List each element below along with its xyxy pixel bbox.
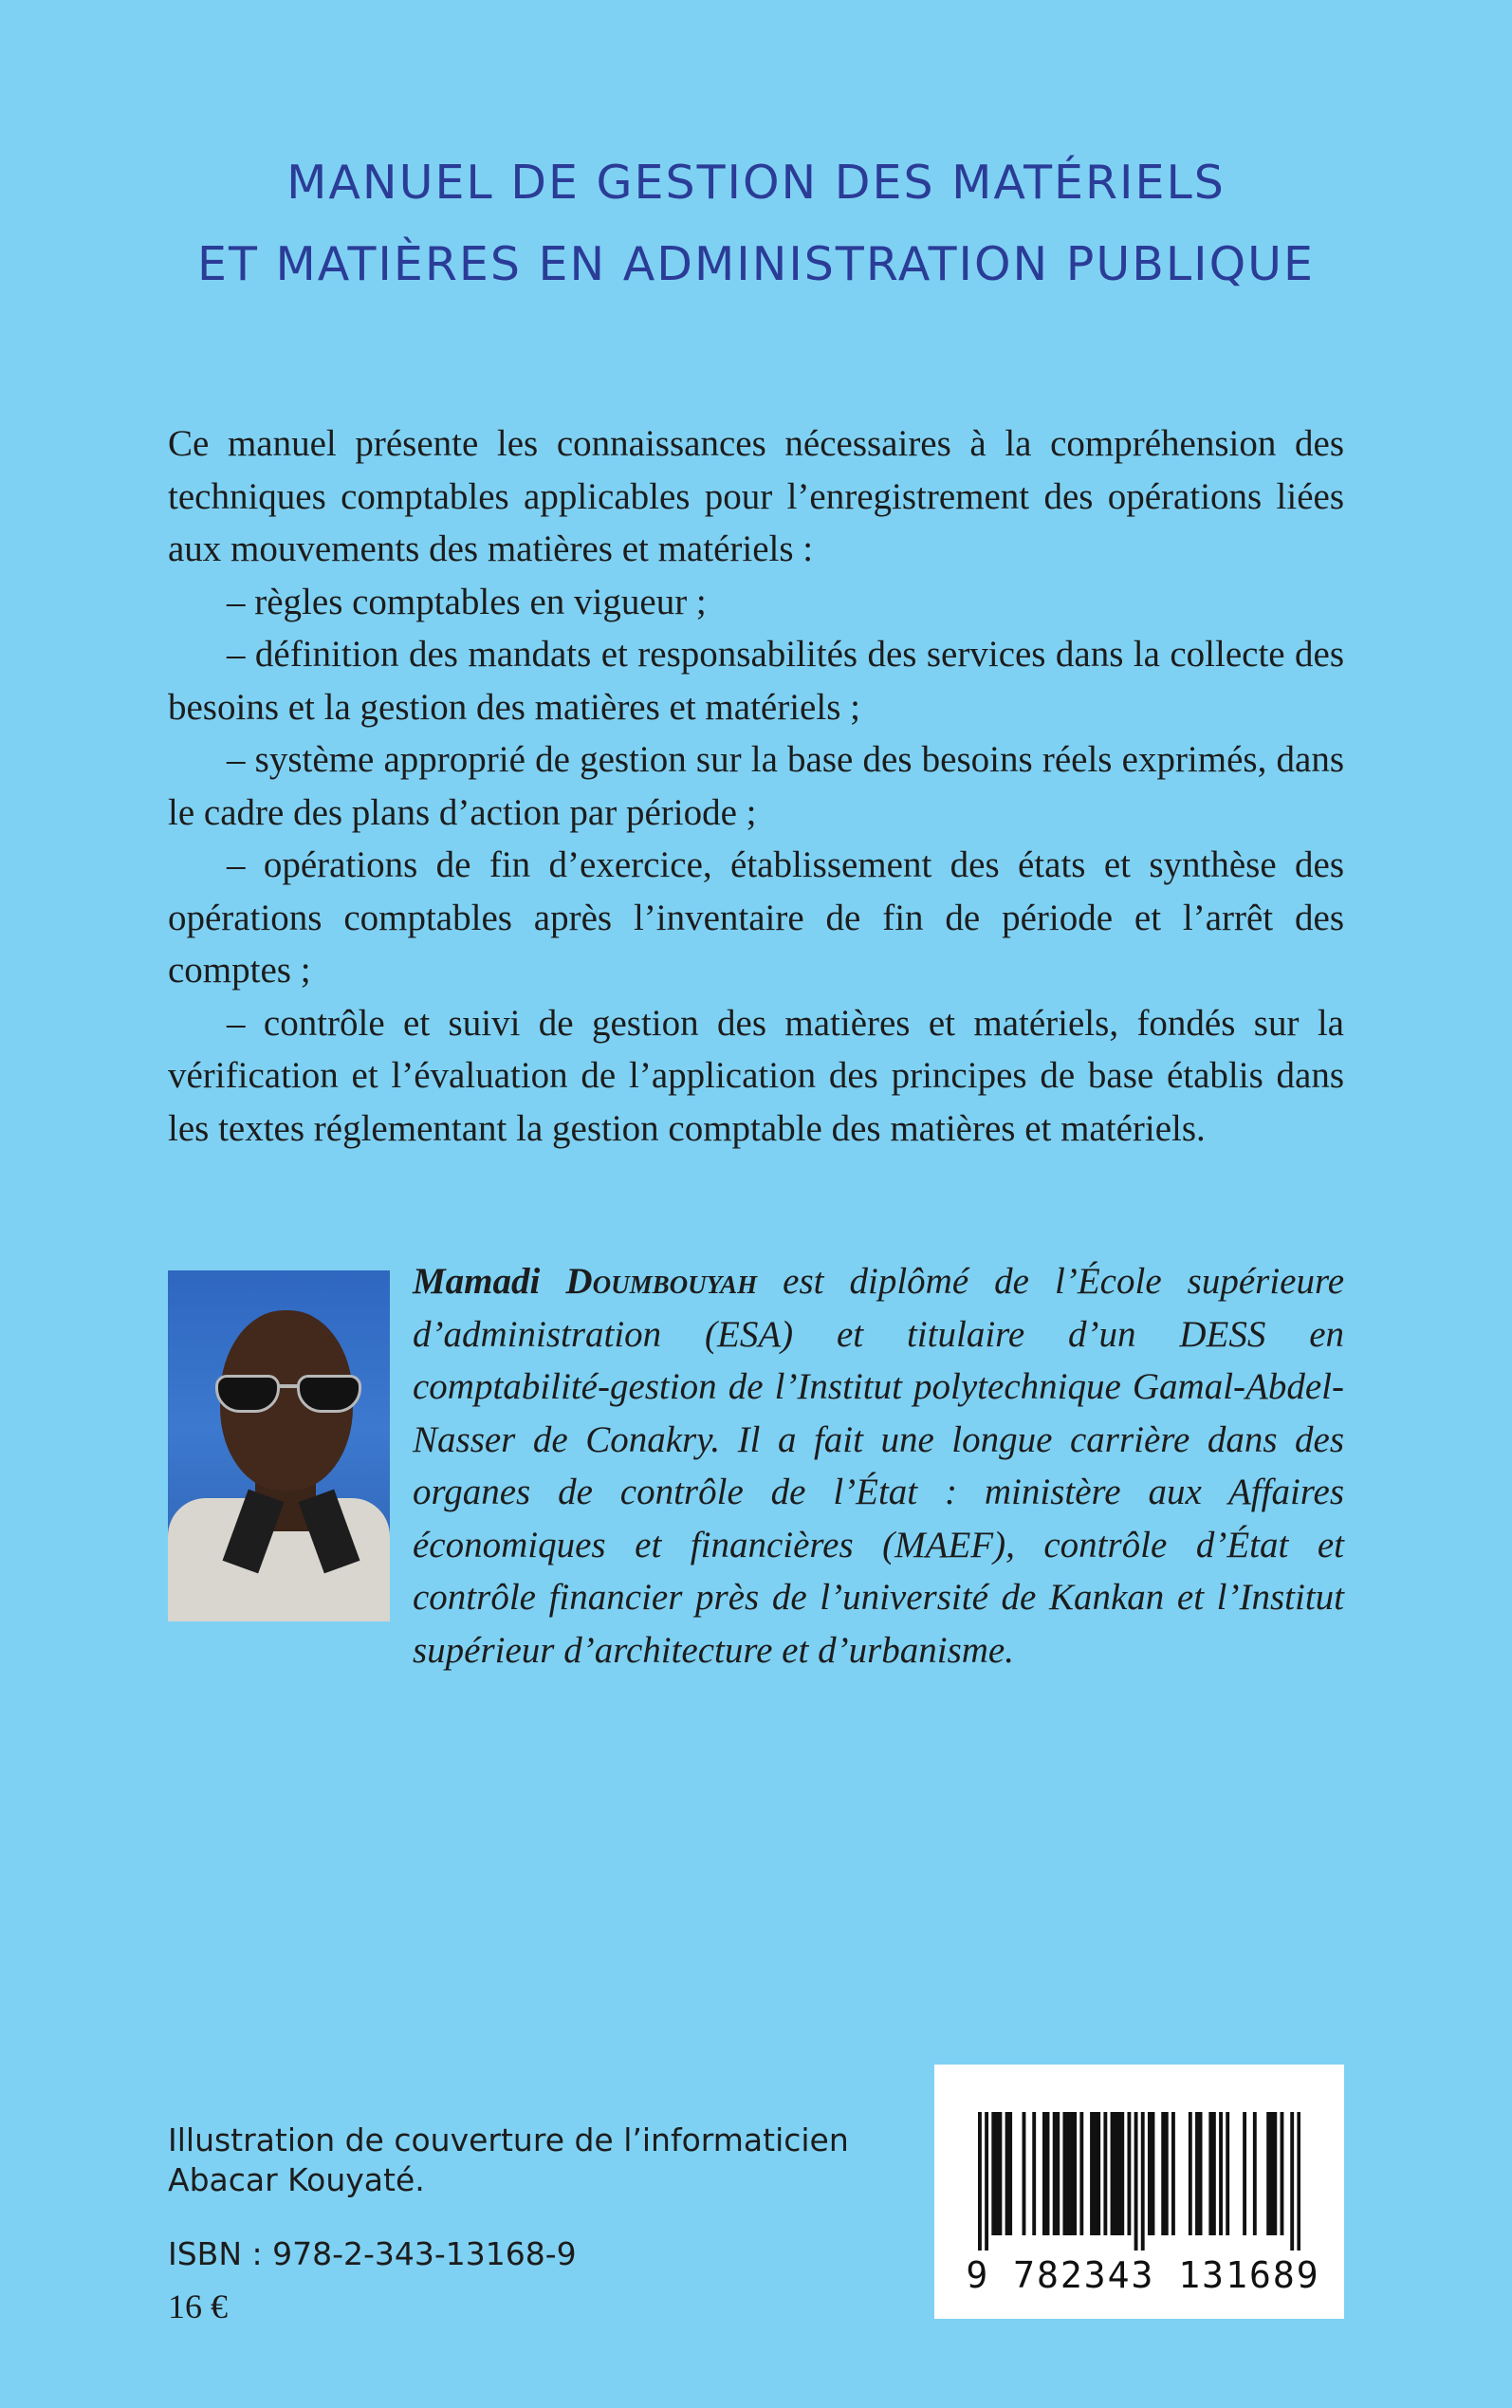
barcode-bar — [1053, 2112, 1057, 2235]
barcode-bar — [1148, 2112, 1152, 2235]
barcode-bar — [1127, 2112, 1131, 2235]
barcode-bar — [1062, 2112, 1066, 2235]
barcode-bar — [1212, 2112, 1216, 2235]
barcode-bar — [1253, 2112, 1257, 2235]
barcode-bar — [1073, 2112, 1077, 2235]
barcode-bar — [1070, 2112, 1074, 2235]
barcode-bar — [1195, 2112, 1199, 2235]
barcode-bar — [1161, 2112, 1165, 2235]
barcode-digits: 9 782343 131689 — [966, 2254, 1320, 2296]
barcode-bars — [978, 2112, 1300, 2251]
barcode-bar — [1281, 2112, 1284, 2235]
description-item: – contrôle et suivi de gestion des matières et matériels, fondés sur la vérification et l’évaluation de l’application des principes de base établis dans les textes réglementant la gestion comptable des matières et matériels. — [168, 1002, 1344, 1149]
barcode — [934, 2065, 1344, 2319]
cover-credit — [168, 2121, 889, 2200]
barcode-bar — [1134, 2112, 1138, 2251]
description-item: – opérations de fin d’exercice, établissement des états et synthèse des opérations comptables après l’inventaire de fin de période et l’arrêt des comptes ; — [168, 844, 1344, 991]
barcode-bar — [1141, 2112, 1145, 2251]
barcode-bar — [985, 2112, 988, 2251]
credit-line-2: Abacar Kouyaté. — [168, 2161, 425, 2198]
barcode-bar — [1270, 2112, 1274, 2235]
barcode-bar — [1066, 2112, 1070, 2235]
barcode-bar — [1056, 2112, 1060, 2235]
book-title — [0, 142, 1512, 306]
barcode-bar — [1171, 2112, 1175, 2235]
barcode-bar — [1243, 2112, 1246, 2235]
barcode-bar — [1079, 2112, 1083, 2235]
barcode-bar — [1103, 2112, 1107, 2235]
barcode-bar — [1297, 2112, 1300, 2251]
barcode-bar — [1208, 2112, 1212, 2235]
sunglasses-icon — [215, 1375, 367, 1415]
barcode-bar — [1290, 2112, 1294, 2251]
barcode-bar — [1008, 2112, 1012, 2235]
barcode-bar — [978, 2112, 982, 2251]
author-bio — [168, 1255, 1344, 1676]
barcode-bar — [1199, 2112, 1203, 2235]
description-item: – règles comptables en vigueur ; — [227, 581, 707, 622]
barcode-bar — [1189, 2112, 1192, 2235]
barcode-bar — [991, 2112, 995, 2235]
barcode-bar — [1097, 2112, 1100, 2235]
isbn: ISBN : 978-2-343-13168-9 — [168, 2235, 577, 2272]
barcode-bar — [1117, 2112, 1121, 2235]
barcode-bar — [1219, 2112, 1223, 2235]
barcode-bar — [1032, 2112, 1036, 2235]
barcode-bar — [1042, 2112, 1046, 2235]
barcode-bar — [995, 2112, 999, 2235]
barcode-bar — [1273, 2112, 1277, 2235]
barcode-bar — [1005, 2112, 1009, 2235]
barcode-bar — [1046, 2112, 1050, 2235]
author-first-name: Mamadi — [413, 1261, 541, 1302]
author-photo — [168, 1270, 390, 1621]
barcode-bar — [1090, 2112, 1094, 2235]
author-last-name: Doumbouyah — [565, 1261, 758, 1302]
barcode-bar — [1120, 2112, 1124, 2235]
credit-line-1: Illustration de couverture de l’informaticien — [168, 2121, 849, 2158]
barcode-bar — [998, 2112, 1002, 2235]
barcode-bar — [1226, 2112, 1229, 2235]
barcode-bar — [1023, 2112, 1026, 2235]
barcode-bar — [1266, 2112, 1270, 2235]
barcode-bar — [1111, 2112, 1115, 2235]
author-bio-text: est diplômé de l’École supérieure d’administration (ESA) et titulaire d’un DESS en comptabilité-gestion de l’Institut polytechnique Gamal-Abdel-Nasser de Conakry. Il a fait une longue carrière dans des organes de contrôle de l’État : ministère aux Affaires économiques et financières (MAEF), contrôle d’État et contrôle financier près de l’université de Kankan et l’Institut supérieur d’architecture et d’urbanisme. — [413, 1261, 1345, 1671]
title-line-2: ET MATIÈRES EN ADMINISTRATION PUBLIQUE — [197, 237, 1315, 291]
description-intro: Ce manuel présente les connaissances nécessaires à la compréhension des techniques comptables applicables pour l’enregistrement des opérations liées aux mouvements des matières et matériels : — [168, 423, 1344, 569]
barcode-bar — [1114, 2112, 1117, 2235]
barcode-bar — [1152, 2112, 1155, 2235]
barcode-bar — [1165, 2112, 1169, 2235]
price: 16 € — [168, 2288, 228, 2325]
description-item: – système approprié de gestion sur la base des besoins réels exprimés, dans le cadre des plans d’action par période ; — [168, 739, 1344, 833]
barcode-bar — [1094, 2112, 1097, 2235]
description-item: – définition des mandats et responsabilités des services dans la collecte des besoins et la gestion des matières et matériels ; — [168, 634, 1344, 728]
description — [168, 417, 1344, 1155]
title-line-1: MANUEL DE GESTION DES MATÉRIELS — [286, 156, 1226, 210]
